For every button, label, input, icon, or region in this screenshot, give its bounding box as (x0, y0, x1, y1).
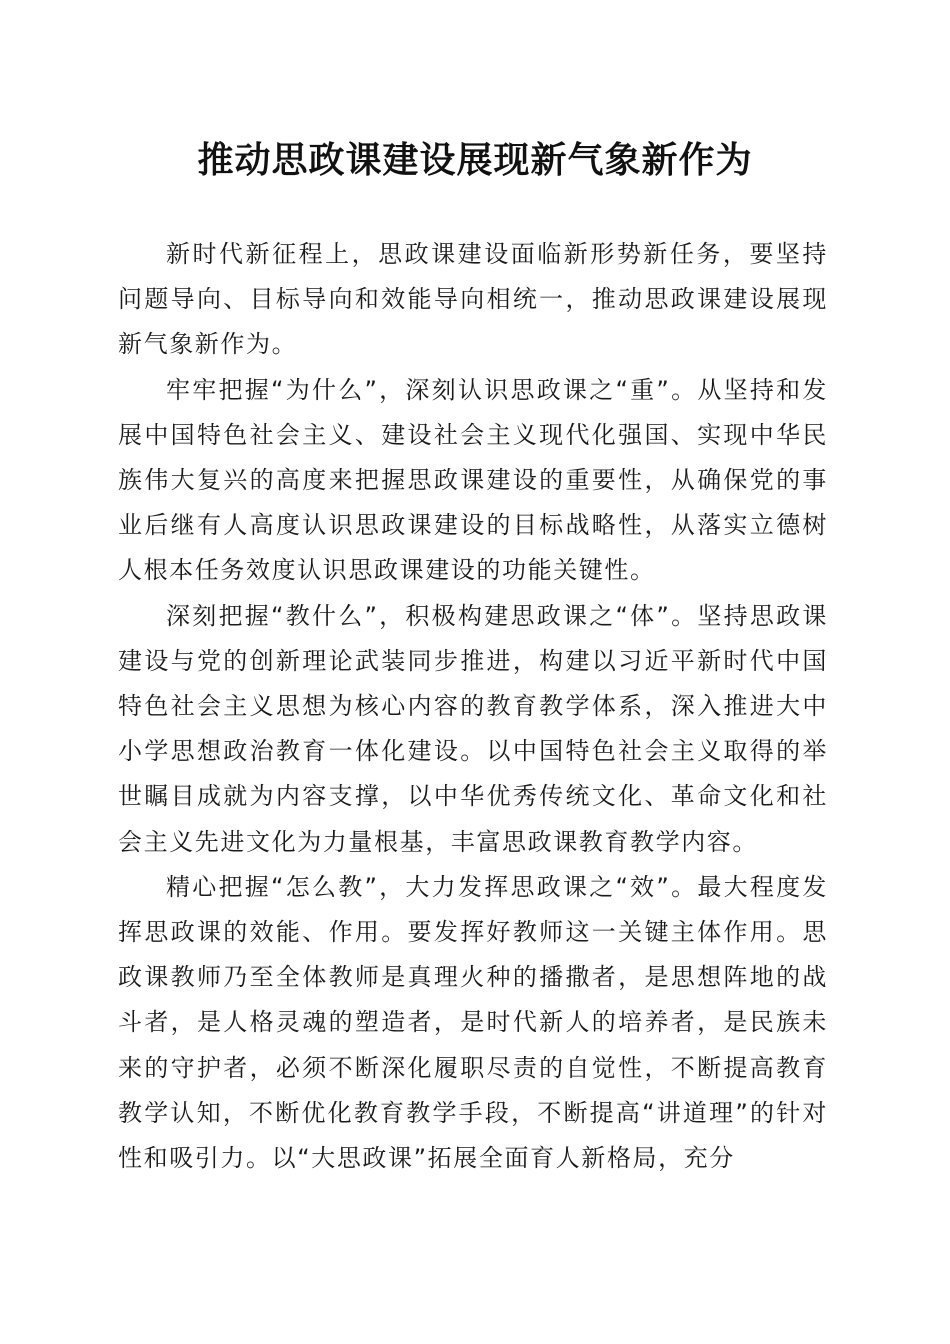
paragraph-how: 精心把握“怎么教”，大力发挥思政课之“效”。最大程度发挥思政课的效能、作用。要发挥好教师这一关键主体作用。思政课教师乃至全体教师是真理火种的播撒者，是思想阵地的战斗者，是人格灵魂的塑造者，是时代新人的培养者，是民族未来的守护者，必须不断深化履职尽责的自觉性，不断提高教育教学认知，不断优化教育教学手段，不断提高“讲道理”的针对性和吸引力。以“大思政课”拓展全面育人新格局，充分 (118, 872, 828, 1173)
paragraph-intro: 新时代新征程上，思政课建设面临新形势新任务，要坚持问题导向、目标导向和效能导向相统一，推动思政课建设展现新气象新作为。 (118, 240, 828, 359)
paragraph-what: 深刻把握“教什么”，积极构建思政课之“体”。坚持思政课建设与党的创新理论武装同步推进，构建以习近平新时代中国特色社会主义思想为核心内容的教育教学体系，深入推进大中小学思想政治教育一体化建设。以中国特色社会主义取得的举世瞩目成就为内容支撑，以中华优秀传统文化、革命文化和社会主义先进文化为力量根基，丰富思政课教育教学内容。 (118, 601, 828, 856)
document-body (118, 232, 828, 1181)
document-title: 推动思政课建设展现新气象新作为 (197, 139, 753, 181)
paragraph-why: 牢牢把握“为什么”，深刻认识思政课之“重”。从坚持和发展中国特色社会主义、建设社会主义现代化强国、实现中华民族伟大复兴的高度来把握思政课建设的重要性，从确保党的事业后继有人高度认识思政课建设的目标战略性，从落实立德树人根本任务效度认识思政课建设的功能关键性。 (118, 375, 828, 585)
